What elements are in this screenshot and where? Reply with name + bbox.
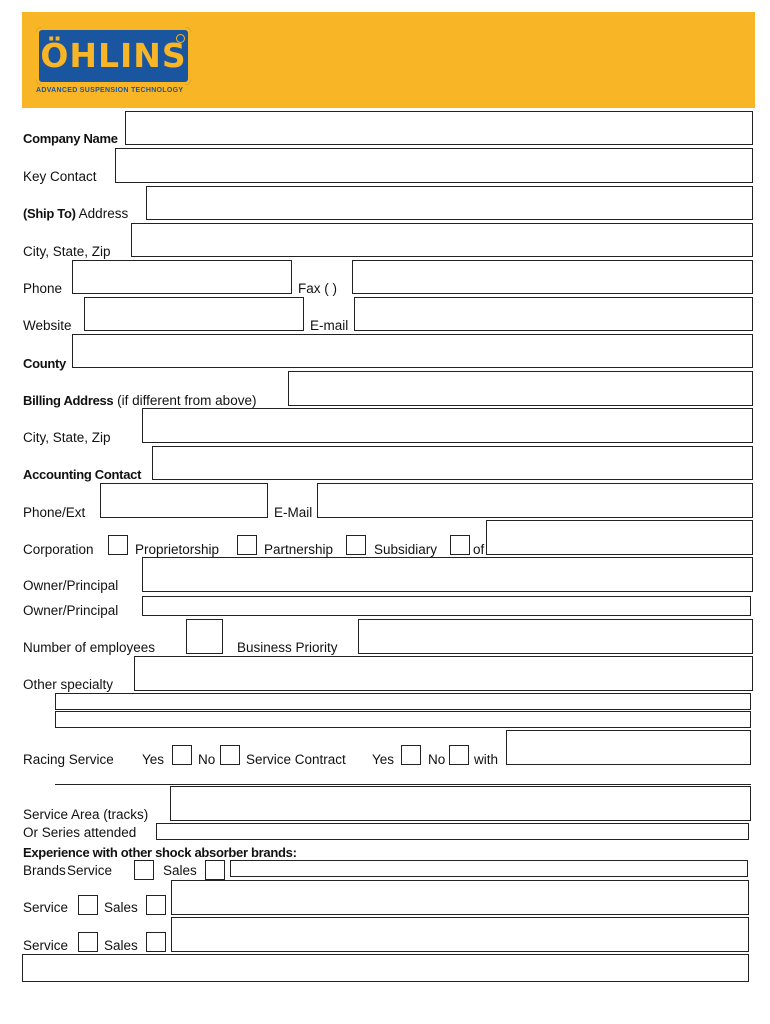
label-sales-3: Sales [104,938,138,953]
brands-service-checkbox[interactable] [134,860,154,880]
label-ship-to: (Ship To) [23,206,76,221]
owner-principal-2-field[interactable] [142,596,751,616]
label-phone: Phone [23,281,63,296]
corporation-checkbox[interactable] [108,535,128,555]
label-phone-ext: Phone/Ext [23,505,86,520]
accounting-contact-field[interactable] [152,446,753,480]
label-key-contact: Key Contact [23,169,97,184]
city-state-zip-field[interactable] [131,223,753,257]
service-area-field[interactable] [170,786,751,821]
partnership-checkbox[interactable] [346,535,366,555]
key-contact-field[interactable] [115,148,753,183]
label-service-area: Service Area (tracks) [23,807,149,822]
website-field[interactable] [84,297,304,331]
label-of: of [473,542,485,557]
billing-city-state-zip-field[interactable] [142,408,753,443]
other-specialty-line-2[interactable] [55,693,751,710]
fax-field[interactable] [352,260,753,294]
label-city-state-zip: City, State, Zip [23,244,111,259]
brands-sales-checkbox[interactable] [205,860,225,880]
label-other-specialty: Other specialty [23,677,114,692]
racing-no-checkbox[interactable] [220,745,240,765]
label-billing-note: (if different from above) [117,393,257,408]
contract-no-checkbox[interactable] [449,745,469,765]
sales-2-checkbox[interactable] [146,895,166,915]
label-with: with [474,752,499,767]
logo-tagline: ADVANCED SUSPENSION TECHNOLOGY [36,87,184,94]
label-contract-no: No [428,752,446,767]
label-brands: Brands [23,863,66,878]
label-racing-no: No [198,752,216,767]
label-service-3: Service [23,938,69,953]
label-owner-principal-2: Owner/Principal [23,603,119,618]
logo-text: ÖHLINS [40,36,187,75]
label-address: Address [78,206,129,221]
label-service-2: Service [23,900,69,915]
label-corporation: Corporation [23,542,94,557]
email-field[interactable] [354,297,753,331]
label-service-contract: Service Contract [246,752,346,767]
brands-field-3[interactable] [171,917,749,952]
label-racing-service: Racing Service [23,752,114,767]
ship-address-field[interactable] [146,186,753,220]
label-website: Website [23,318,72,333]
racing-yes-checkbox[interactable] [172,745,192,765]
label-ship-to-address [23,206,128,222]
billing-address-field[interactable] [288,371,753,406]
phone-ext-field[interactable] [100,483,268,518]
registered-mark-icon [176,34,185,43]
label-billing-address: Billing Address [23,393,114,408]
subsidiary-checkbox[interactable] [450,535,470,555]
service-3-checkbox[interactable] [78,932,98,952]
label-company-name: Company Name [23,131,118,146]
label-email-2: E-Mail [274,505,313,520]
county-field[interactable] [72,334,753,368]
label-service-1: Service [67,863,113,878]
service-2-checkbox[interactable] [78,895,98,915]
label-proprietorship: Proprietorship [135,542,220,557]
label-contract-yes: Yes [372,752,395,767]
section-divider [55,784,751,785]
label-sales-2: Sales [104,900,138,915]
label-subsidiary: Subsidiary [374,542,438,557]
label-billing-city-state-zip: City, State, Zip [23,430,111,445]
other-specialty-field[interactable] [134,656,753,691]
label-business-priority: Business Priority [237,640,338,655]
employees-field[interactable] [186,619,223,654]
label-fax: Fax ( ) [298,281,337,296]
brands-field-2[interactable] [171,880,749,915]
brands-field-4[interactable] [22,954,749,982]
contract-yes-checkbox[interactable] [401,745,421,765]
label-sales-1: Sales [163,863,197,878]
contract-with-field[interactable] [506,730,751,765]
owner-principal-1-field[interactable] [142,557,753,592]
series-attended-field[interactable] [156,823,749,840]
subsidiary-of-field[interactable] [486,520,753,555]
label-county: County [23,356,66,371]
ohlins-logo [36,27,191,85]
other-specialty-line-3[interactable] [55,711,751,728]
label-owner-principal-1: Owner/Principal [23,578,119,593]
label-racing-yes: Yes [142,752,165,767]
label-number-of-employees: Number of employees [23,640,156,655]
label-email: E-mail [310,318,349,333]
label-or-series: Or Series attended [23,825,137,840]
label-accounting-contact: Accounting Contact [23,467,142,482]
proprietorship-checkbox[interactable] [237,535,257,555]
accounting-email-field[interactable] [317,483,753,518]
company-name-field[interactable] [125,111,753,145]
business-priority-field[interactable] [358,619,753,654]
brands-field-1[interactable] [230,860,748,877]
label-experience: Experience with other shock absorber brands: [23,845,297,860]
label-partnership: Partnership [264,542,334,557]
sales-3-checkbox[interactable] [146,932,166,952]
label-billing [23,393,256,409]
phone-field[interactable] [72,260,292,294]
